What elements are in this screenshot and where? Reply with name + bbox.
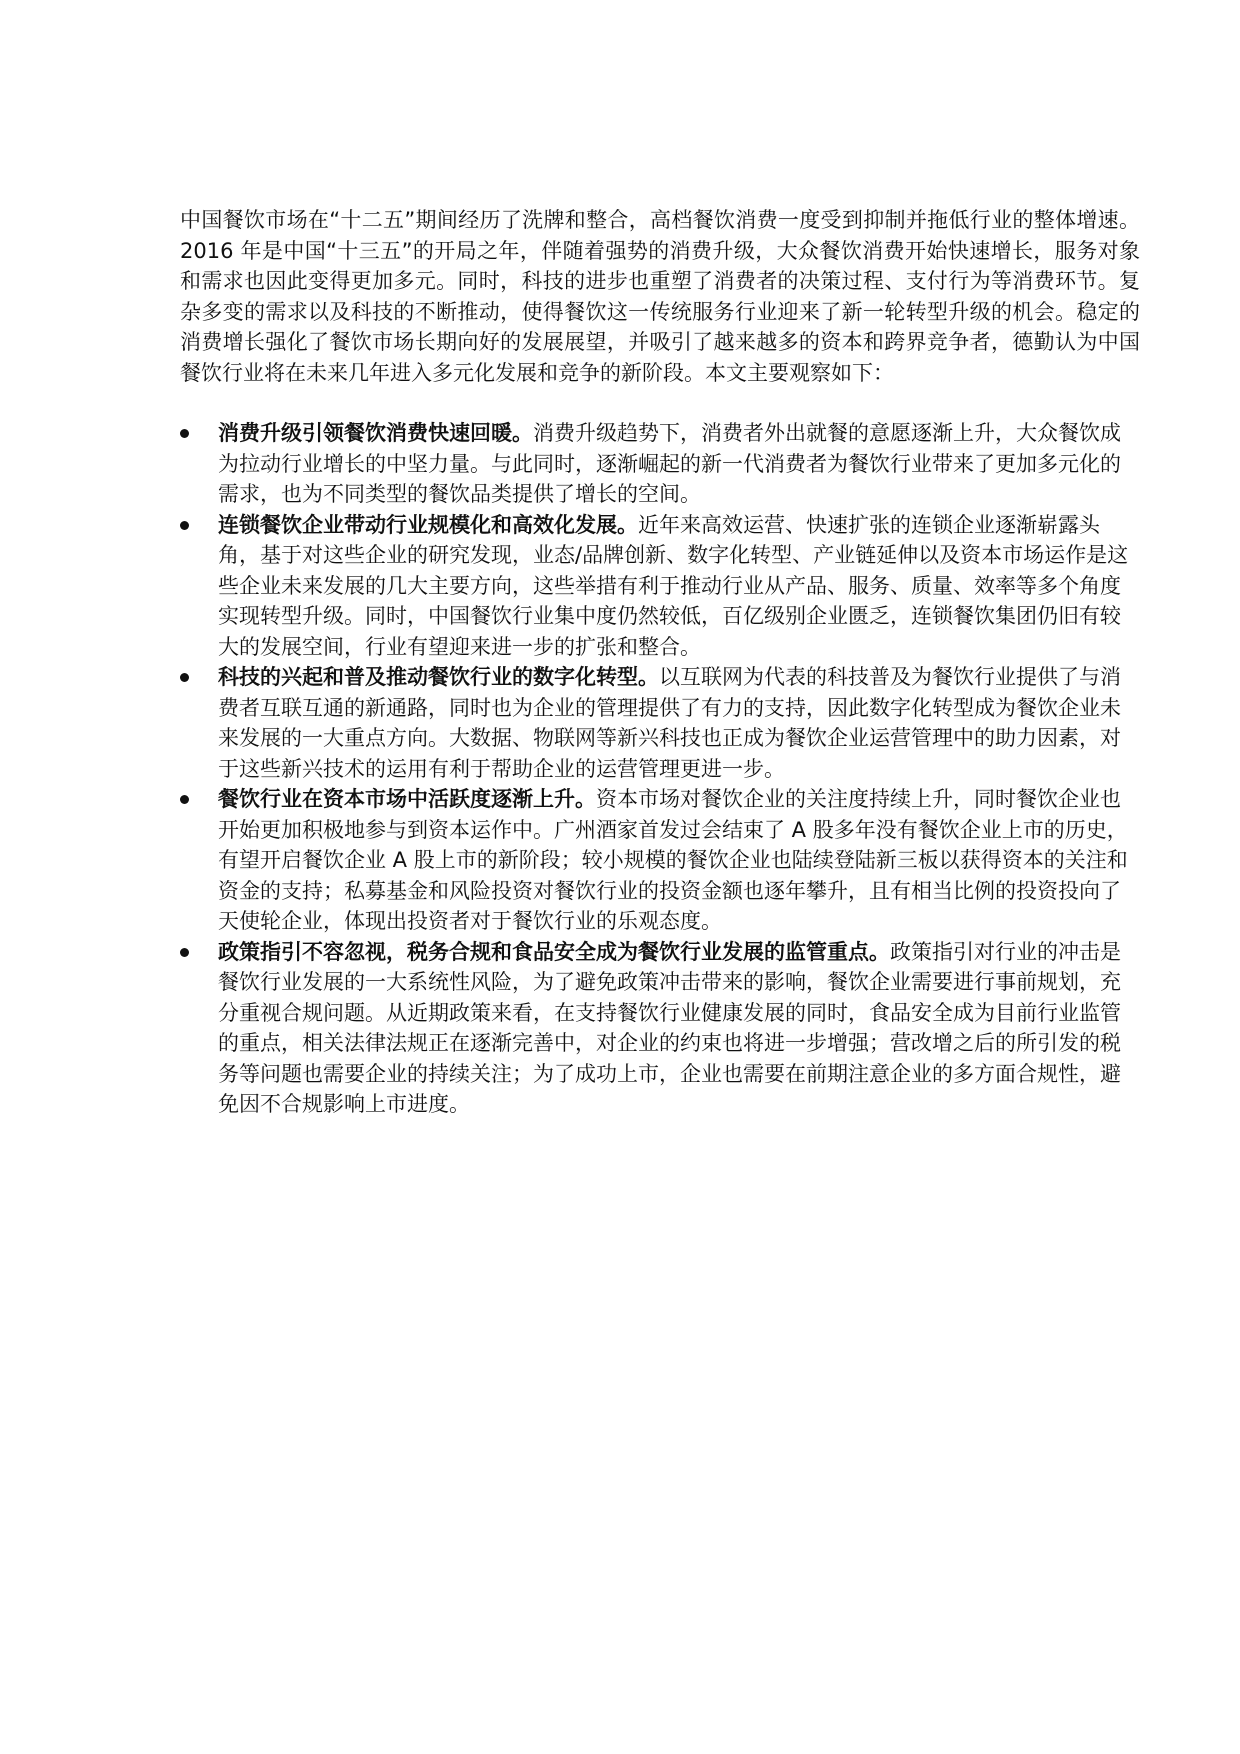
list-item (180, 510, 1140, 663)
bullet-lead: 连锁餐饮企业带动行业规模化和高效化发展。 (218, 512, 638, 537)
intro-paragraph: 中国餐饮市场在“十二五”期间经历了洗牌和整合，高档餐饮消费一度受到抑制并拖低行业的整体增速。2016 年是中国“十三五”的开局之年，伴随着强势的消费升级，大众餐饮消费开始快速增长，服务对象和需求也因此变得更加多元。同时，科技的进步也重塑了消费者的决策过程、支付行为等消费环节。复杂多变的需求以及科技的不断推动，使得餐饮这一传统服务行业迎来了新一轮转型升级的机会。稳定的消费增长强化了餐饮市场长期向好的发展展望，并吸引了越来越多的资本和跨界竞争者，德勤认为中国餐饮行业将在未来几年进入多元化发展和竞争的新阶段。本文主要观察如下： (180, 208, 1140, 385)
bullet-icon (180, 673, 189, 682)
bullet-body: 政策指引对行业的冲击是餐饮行业发展的一大系统性风险，为了避免政策冲击带来的影响，餐饮企业需要进行事前规划，充分重视合规问题。从近期政策来看，在支持餐饮行业健康发展的同时，食品安全成为目前行业监管的重点，相关法律法规正在逐渐完善中，对企业的约束也将进一步增强；营改增之后的所引发的税务等问题也需要企业的持续关注；为了成功上市，企业也需要在前期注意企业的多方面合规性，避免因不合规影响上市进度。 (218, 939, 1121, 1116)
bullet-icon (180, 948, 189, 957)
bullet-body: 资本市场对餐饮企业的关注度持续上升，同时餐饮企业也开始更加积极地参与到资本运作中。广州酒家首发过会结束了 A 股多年没有餐饮企业上市的历史，有望开启餐饮企业 A 股上市的新阶段；较小规模的餐饮企业也陆续登陆新三板以获得资本的关注和资金的支持；私募基金和风险投资对餐饮行业的投资金额也逐年攀升，且有相当比例的投资投向了天使轮企业，体现出投资者对于餐饮行业的乐观态度。 (218, 787, 1128, 933)
list-item (180, 418, 1140, 510)
bullet-icon (180, 795, 189, 804)
bullet-lead: 餐饮行业在资本市场中活跃度逐渐上升。 (218, 787, 596, 811)
bullet-icon (180, 521, 189, 530)
bullet-lead: 政策指引不容忽视，税务合规和食品安全成为餐饮行业发展的监管重点。 (218, 939, 890, 964)
list-item (180, 662, 1140, 784)
list-item (180, 937, 1140, 1120)
bullet-lead: 科技的兴起和普及推动餐饮行业的数字化转型。 (218, 665, 659, 689)
document-page (180, 205, 1140, 1120)
list-item (180, 784, 1140, 937)
bullet-body: 近年来高效运营、快速扩张的连锁企业逐渐崭露头角，基于对这些企业的研究发现，业态/品牌创新、数字化转型、产业链延伸以及资本市场运作是这些企业未来发展的几大主要方向，这些举措有利于推动行业从产品、服务、质量、效率等多个角度实现转型升级。同时，中国餐饮行业集中度仍然较低，百亿级别企业匮乏，连锁餐饮集团仍旧有较大的发展空间，行业有望迎来进一步的扩张和整合。 (218, 512, 1129, 659)
bullet-body: 消费升级趋势下，消费者外出就餐的意愿逐渐上升，大众餐饮成为拉动行业增长的中坚力量。与此同时，逐渐崛起的新一代消费者为餐饮行业带来了更加多元化的需求，也为不同类型的餐饮品类提供了增长的空间。 (218, 421, 1121, 506)
bullet-icon (180, 429, 189, 438)
key-findings-list (180, 418, 1140, 1120)
bullet-lead: 消费升级引领餐饮消费快速回暖。 (218, 421, 533, 445)
bullet-body: 以互联网为代表的科技普及为餐饮行业提供了与消费者互联互通的新通路，同时也为企业的管理提供了有力的支持，因此数字化转型成为餐饮企业未来发展的一大重点方向。大数据、物联网等新兴科技也正成为餐饮企业运营管理中的助力因素，对于这些新兴技术的运用有利于帮助企业的运营管理更进一步。 (218, 665, 1121, 781)
